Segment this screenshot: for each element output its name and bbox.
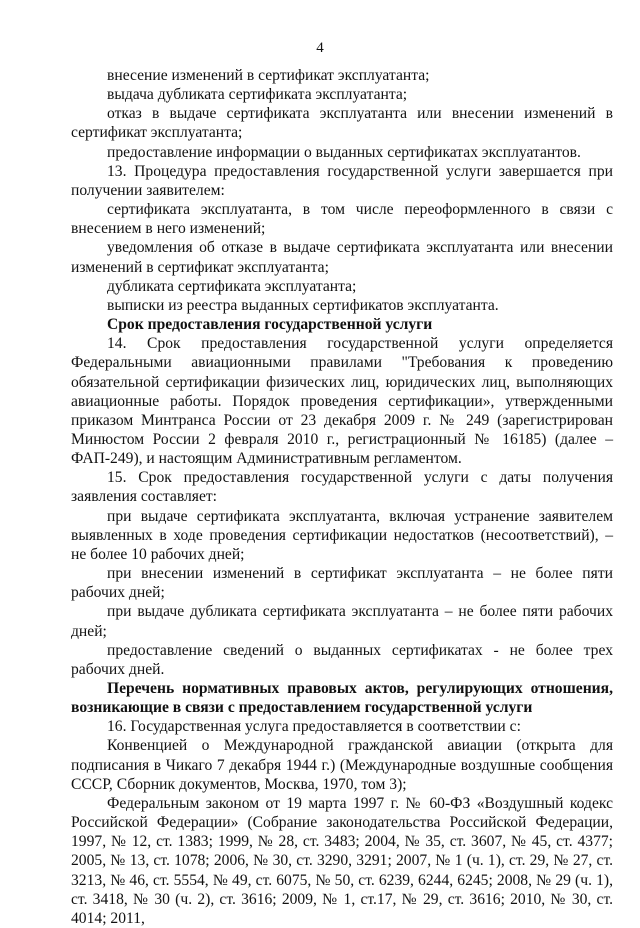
paragraph: внесение изменений в сертификат эксплуатанта; — [107, 67, 430, 84]
paragraph: Конвенцией о Международной гражданской авиации (открыта для подписания в Чикаго 7 декабря 1944 г.) (Международные воздушные сообщения СССР, Сборник документов, Москва, 1970, том 3); — [71, 737, 613, 793]
paragraph: предоставление информации о выданных сертификатах эксплуатантов. — [107, 143, 581, 161]
document-body — [71, 66, 613, 928]
section-heading: Перечень нормативных правовых актов, регулирующих отношения, возникающие в связи с предоставлением государственной услуги — [71, 680, 613, 717]
paragraph: уведомления об отказе в выдаче сертификата эксплуатанта или внесении изменений в сертификат эксплуатанта; — [71, 239, 613, 276]
paragraph: 13. Процедура предоставления государственной услуги завершается при получении заявителем: — [71, 162, 613, 199]
page-number: 4 — [316, 40, 324, 56]
paragraph: при выдаче дубликата сертификата эксплуатанта – не более пяти рабочих дней; — [71, 603, 613, 640]
paragraph: выдача дубликата сертификата эксплуатанта; — [107, 86, 408, 104]
paragraph: 14. Срок предоставления государственной услуги определяется Федеральными авиационными правилами "Требования к проведению обязательной сертификации физических лиц, юридических лиц, выполняющих авиационные работы. Порядок проведения сертификации», утвержденными приказом Минтранса России от 23 декабря 2009 г. № 249 (зарегистрирован Минюстом России 2 февраля 2010 г., регистрационный № 16185) (далее – ФАП-249), и настоящим Административным регламентом. — [71, 335, 613, 468]
section-heading: Срок предоставления государственной услуги — [107, 316, 433, 334]
paragraph: сертификата эксплуатанта, в том числе переоформленного в связи с внесением в него изменений; — [71, 201, 613, 238]
paragraph: 15. Срок предоставления государственной услуги с даты получения заявления составляет: — [71, 469, 613, 506]
paragraph: предоставление сведений о выданных сертификатах - не более трех рабочих дней. — [71, 641, 613, 678]
paragraph: при внесении изменений в сертификат эксплуатанта – не более пяти рабочих дней; — [71, 565, 613, 602]
paragraph: Федеральным законом от 19 марта 1997 г. № 60-ФЗ «Воздушный кодекс Российской Федерации» (Собрание законодательства Российской Федерации, 1997, № 12, ст. 1383; 1999, № 28, ст. 3483; 2004, № 35, ст. 3607, № 45, ст. 4377; 2005, № 13, ст. 1078; 2006, № 30, ст. 3290, 3291; 2007, № 1 (ч. 1), ст. 29, № 27, ст. 3213, № 46, ст. 5554, № 49, ст. 6075, № 50, ст. 6239, 6244, 6245; 2008, № 29 (ч. 1), ст. 3418, № 30 (ч. 2), ст. 3616; 2009, № 1, ст.17, № 29, ст. 3616; 2010, № 30, ст. 4014; 2011, — [71, 794, 613, 927]
paragraph: при выдаче сертификата эксплуатанта, включая устранение заявителем выявленных в ходе проведения сертификации недостатков (несоответствий), – не более 10 рабочих дней; — [71, 507, 613, 563]
paragraph: отказ в выдаче сертификата эксплуатанта или внесении изменений в сертификат эксплуатанта; — [71, 105, 613, 142]
paragraph: 16. Государственная услуга предоставляется в соответствии с: — [107, 718, 521, 736]
paragraph: выписки из реестра выданных сертификатов эксплуатанта. — [107, 296, 499, 314]
paragraph: дубликата сертификата эксплуатанта; — [107, 277, 357, 295]
